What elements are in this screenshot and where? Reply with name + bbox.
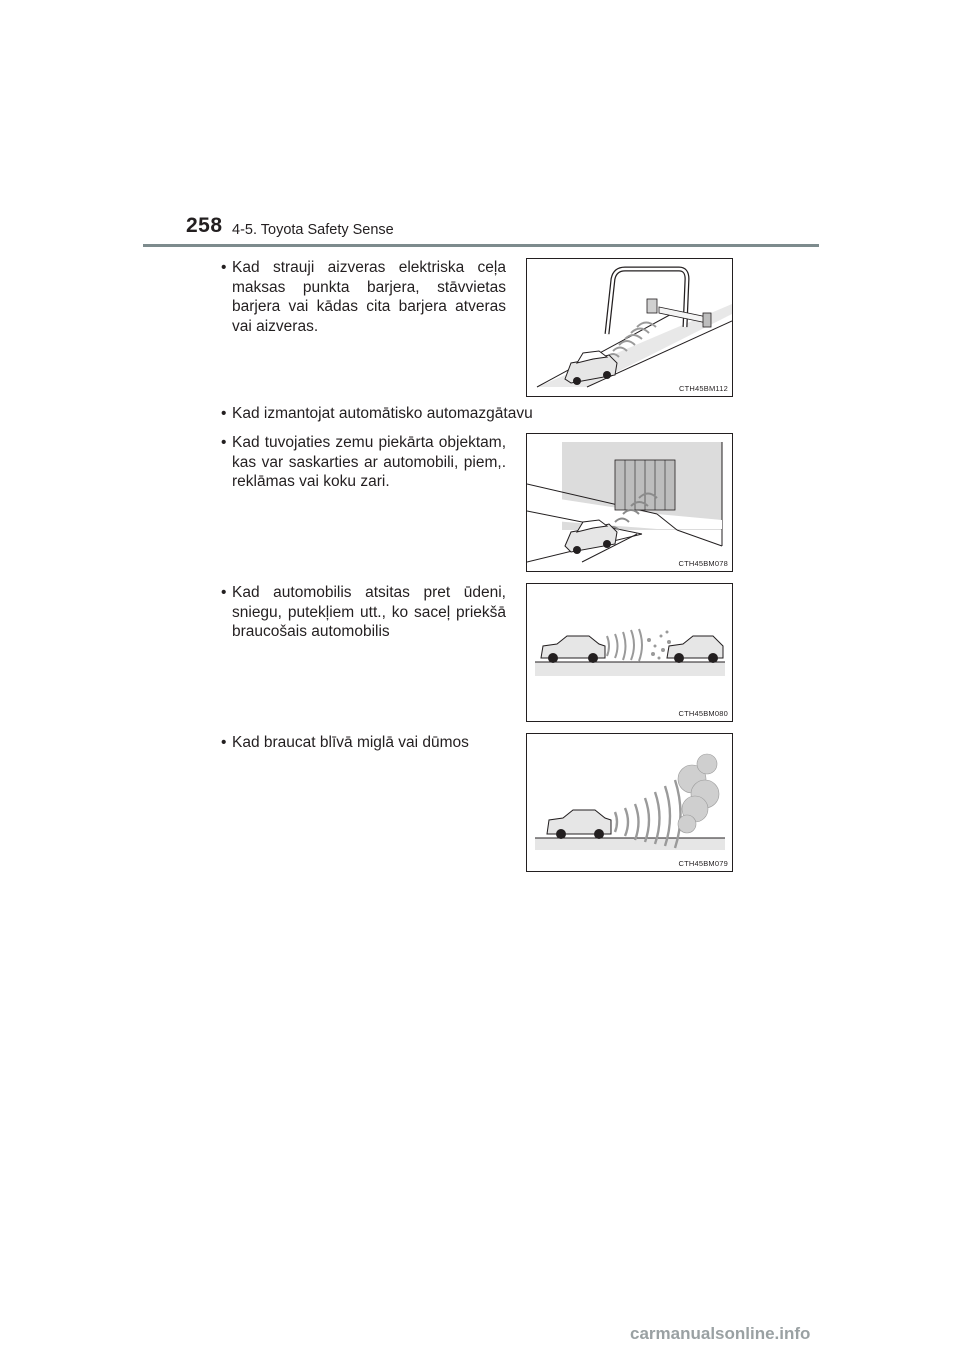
figure-spray xyxy=(526,583,733,722)
section-title: 4-5. Toyota Safety Sense xyxy=(232,222,394,238)
car-wash-illustration xyxy=(527,434,732,571)
bullet-text: Kad strauji aizveras elektriska ceļa maksas punkta barjera, stāvvietas barjera vai kādas cita barjera atveras vai aizveras. xyxy=(232,259,506,335)
fog-smoke-illustration xyxy=(527,734,732,871)
bullet-text: Kad izmantojat automātisko automazgātavu xyxy=(232,405,533,422)
bullet-mark: • xyxy=(221,584,227,601)
bullet-mark: • xyxy=(221,259,227,276)
figure-code: CTH45BM112 xyxy=(679,384,728,393)
bullet-text: Kad automobilis atsitas pret ūdeni, sniegu, putekļiem utt., ko saceļ priekšā braucošais automobilis xyxy=(232,584,506,640)
bullet-mark: • xyxy=(221,434,227,451)
figure-fog xyxy=(526,733,733,872)
bullet-text: Kad braucat blīvā miglā vai dūmos xyxy=(232,734,469,751)
bullet-mark: • xyxy=(221,734,227,751)
figure-code: CTH45BM078 xyxy=(678,559,728,568)
bullet-text: Kad tuvojaties zemu piekārta objektam, kas var saskarties ar automobili, piem,. reklāmas vai koku zari. xyxy=(232,434,506,490)
spray-from-vehicle-illustration xyxy=(527,584,732,721)
bullet-item-fog xyxy=(221,733,506,753)
figure-toll-barrier xyxy=(526,258,733,397)
watermark: carmanualsonline.info xyxy=(630,1324,811,1343)
bullet-mark: • xyxy=(221,405,227,422)
bullet-item-car-wash xyxy=(221,404,572,424)
bullet-item-barrier xyxy=(221,258,506,336)
figure-code: CTH45BM079 xyxy=(678,859,728,868)
toll-barrier-illustration xyxy=(527,259,732,396)
figure-code: CTH45BM080 xyxy=(678,709,728,718)
header-rule xyxy=(143,244,819,247)
page-number: 258 xyxy=(186,214,223,237)
bullet-item-spray xyxy=(221,583,506,642)
figure-car-wash xyxy=(526,433,733,572)
page-header xyxy=(0,0,960,250)
bullet-item-low-object xyxy=(221,433,506,492)
